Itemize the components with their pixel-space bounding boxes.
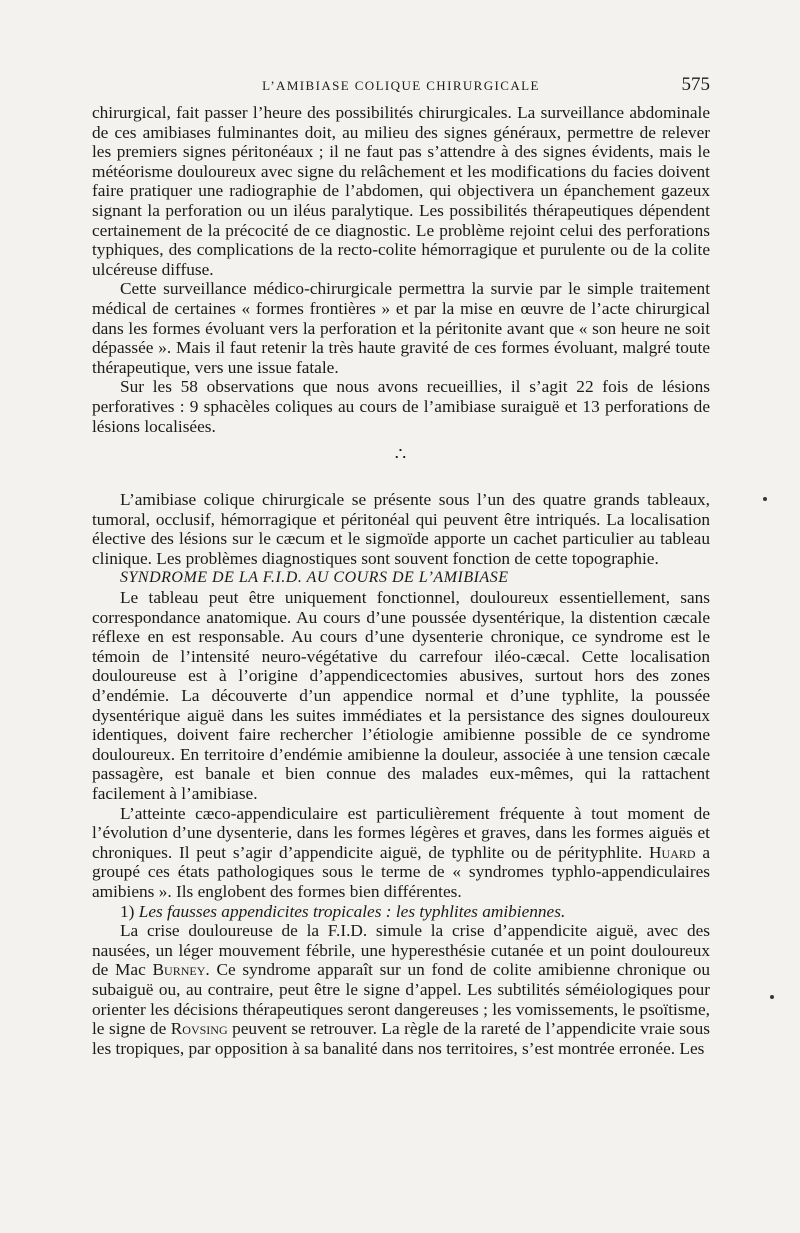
author-name: Huard: [649, 842, 696, 862]
text-run: . Ce syndrome apparaît sur un fond de colite amibienne chronique ou subaiguë ou, au contraire, peut être le signe d’appel. Les subtilités séméiologiques pour orienter les décisions thérapeutiques seront dangereuses ; les vomissements, le psoïtisme, le signe de: [92, 960, 710, 1039]
paragraph: [92, 921, 710, 1058]
paragraph: Le tableau peut être uniquement fonctionnel, douloureux essentiellement, sans correspondance anatomique. Au cours d’une poussée dysentérique, la distention cæcale réflexe en est responsable. Au cours d’une dysenterie chronique, ce syndrome est le témoin de l’intensité neuro-végétative du carrefour iléo-cæcal. Cette localisation douloureuse est à l’origine d’appendicectomies abusives, surtout hors des zones d’endémie. La découverte d’un appendice normal et d’une typhlite, la poussée dysentérique aiguë dans les suites immédiates et la persistance des signes douloureux identiques, doivent faire rechercher l’étiologie amibienne possible de ce syndrome douloureux. En territoire d’endémie amibienne la douleur, associée à une tension cæcale passagère, est banale et bien connue des malades eux-mêmes, qui la rattachent facilement à l’amibiase.: [92, 588, 710, 803]
page-number: 575: [681, 74, 710, 95]
section-separator: ∴: [394, 444, 408, 465]
text-run: a groupé ces états pathologiques sous le terme de « syndromes typhlo-appendiculaires amibiens ». Ils englobent des formes bien différentes.: [92, 842, 710, 901]
paragraph: Cette surveillance médico-chirurgicale permettra la survie par le simple traitement médical de certaines « formes frontières » et par la mise en œuvre de l’acte chirurgical dans les formes évoluant vers la perforation et la péritonite avant que « son heure ne soit dépassée ». Mais il faut retenir la très haute gravité de ces formes évoluant, malgré toute thérapeutique, vers une issue fatale.: [92, 279, 710, 377]
subheading-title: Les fausses appendicites tropicales : les typhlites amibiennes.: [138, 901, 566, 921]
subheading: [92, 902, 710, 922]
text-run: peuvent se retrouver. La règle de la rareté de l’appendicite vraie sous les tropiques, par opposition à sa banalité dans nos territoires, s’est montrée erronée. Les: [92, 1019, 710, 1058]
author-name: Rovsing: [170, 1019, 228, 1039]
author-name: Burney: [152, 960, 206, 980]
running-title: L’AMIBIASE COLIQUE CHIRURGICALE: [262, 78, 540, 93]
subheading-number: 1): [120, 901, 135, 921]
paragraph: L’amibiase colique chirurgicale se présente sous l’un des quatre grands tableaux, tumoral, occlusif, hémorragique et péritonéal qui peuvent être intriqués. La localisation élective des lésions sur le cæcum et le sigmoïde apporte un cachet particulier au tableau clinique. Les problèmes diagnostiques sont souvent fonction de cette topographie.: [92, 490, 710, 568]
text-run: La crise douloureuse de la F.I.D. simule la crise d’appendicite aiguë, avec des nausées, un léger mouvement fébrile, une hyperesthésie cutanée et un point douloureux de Mac: [92, 921, 710, 980]
scan-speck: [763, 497, 767, 501]
scan-speck: [770, 995, 774, 999]
text-run: L’atteinte cæco-appendiculaire est particulièrement fréquente à tout moment de l’évolution d’une dysenterie, dans les formes légères et graves, dans les formes aiguës et chroniques. Il peut s’agir d’appendicite aiguë, de typhlite ou de pérityphlite.: [92, 803, 710, 862]
section-heading: SYNDROME DE LA F.I.D. AU COURS DE L’AMIBIASE: [120, 569, 509, 587]
paragraph: Sur les 58 observations que nous avons recueillies, il s’agit 22 fois de lésions perforatives : 9 sphacèles coliques au cours de l’amibiase suraiguë et 13 perforations de lésions localisées.: [92, 377, 710, 436]
paragraph: chirurgical, fait passer l’heure des possibilités chirurgicales. La surveillance abdominale de ces amibiases fulminantes doit, au milieu des signes généraux, permettre de relever les premiers signes péritonéaux ; il ne faut pas s’attendre à des signes évidents, mais le météorisme douloureux avec signe du relâchement et les modifications du facies doivent faire pratiquer une radiographie de l’abdomen, qui objectivera un épanchement gazeux signant la perforation ou un iléus paralytique. Les possibilités thérapeutiques dépendent certainement de la précocité de ce diagnostic. Le problème rejoint celui des perforations typhiques, des complications de la recto-colite hémorragique et purulente ou de la colite ulcéreuse diffuse.: [92, 103, 710, 279]
body-text: [92, 103, 710, 1058]
paragraph: [92, 804, 710, 902]
running-head: [92, 74, 710, 96]
